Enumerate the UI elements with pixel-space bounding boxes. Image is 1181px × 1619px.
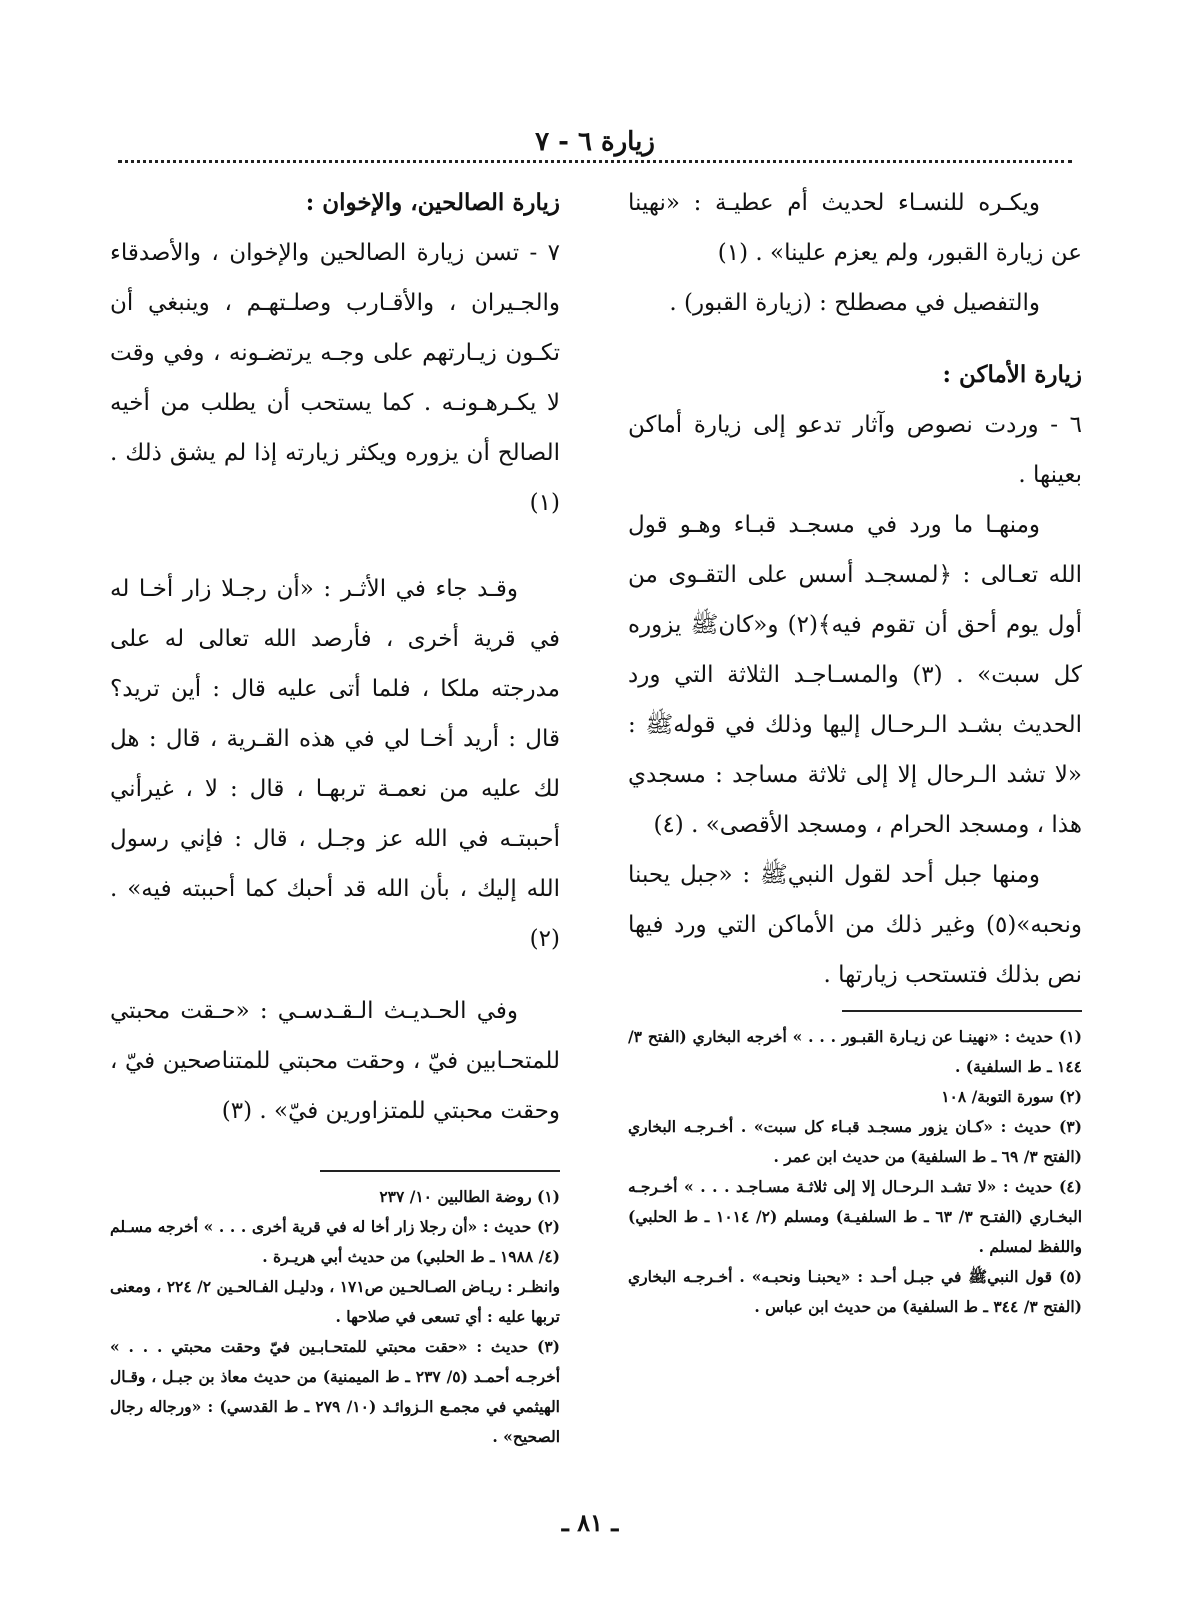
section-7-text: ٧ - تسن زيارة الصالحين والإخوان ، والأصدقاء والجـيران ، والأقـارب وصلـتهـم ، وينبغي أن تكـون زيـارتهم على وجـه يرتضـونه ، وفي وقت لا يكـرهـونـه . كما يستحب أن يطلب من أخيه الصالح أن يزوره ويكثر زيارته إذا لم يشق ذلك . (١): [110, 240, 560, 516]
footnote-separator: [320, 1170, 560, 1172]
heading-visiting-places: زيارة الأماكن :: [942, 361, 1082, 388]
paragraph-quba: ومنهـا ما ورد في مسجـد قبـاء وهـو قول الله تعـالى : ﴿لمسجـد أسس على التقـوى من أول يوم أحق أن تقوم فيه﴾(٢) و«كانﷺ يزوره كل سبت» . (٣) والمسـاجـد الثلاثة التي ورد الحديث بشـد الـرحـال إليها وذلك في قولهﷺ : «لا تشد الـرحال إلا إلى ثلاثة مساجد : مسجدي هذا ، ومسجد الحرام ، ومسجد الأقصى» . (٤): [628, 512, 1083, 838]
left-footnotes: [110, 1182, 560, 1452]
footnote-1: (١) حديث : «نهينـا عن زيـارة القبـور . . . » أخرجه البخاري (الفتح ٣/ ١٤٤ ـ ط السلفية) .: [628, 1027, 1082, 1076]
left-column: [110, 178, 560, 1452]
footnote-5: (٥) قول النبيﷺ في جبـل أحـد : «يحبنـا ونحبـه» . أخـرجـه البخاري (الفتح ٣/ ٣٤٤ ـ ط السلفية) من حديث ابن عباس .: [628, 1267, 1082, 1316]
paragraph-uhud: ومنها جبل أحد لقول النبيﷺ : «جبل يحبنا ونحبه»(٥) وغير ذلك من الأماكن التي ورد فيها نص بذلك فتستحب زيارتها .: [628, 862, 1082, 988]
footnote-3: (٣) حديث : «كـان يزور مسجـد قبـاء كل سبت» . أخـرجـه البخاري (الفتح ٣/ ٦٩ ـ ط السلفية) من حديث ابن عمر .: [628, 1117, 1082, 1166]
page-header-title: زيارة ٦ - ٧: [535, 127, 655, 157]
footnote-separator: [842, 1010, 1082, 1012]
paragraph-women-visits: ويكـره للنسـاء لحديث أم عطيـة : «نهينا عن زيارة القبور، ولم يعزم علينا» . (١): [628, 190, 1082, 266]
paragraph-hadith-qudsi: وفي الحـديـث الـقـدسـي : «حـقت محبتي للمتحـابين فيّ ، وحقت محبتي للمتناصحين فيّ ، وحقت محبتي للمتزاورين فيّ» . (٣): [110, 998, 560, 1124]
paragraph-details-ref: والتفصيل في مصطلح : (زيارة القبور) .: [669, 290, 1040, 316]
paragraph-athar: وقـد جاء في الأثـر : «أن رجـلا زار أخـا له في قرية أخرى ، فأرصد الله تعالى له على مدرجته ملكا ، فلما أتى عليه قال : أين تريد؟ قال : أريد أخـا لي في هذه القـرية ، قال : هل لك عليه من نعمـة تربهـا ، قال : لا ، غيرأني أحببتـه في الله عز وجـل ، قال : فإني رسول الله إليك ، بأن الله قد أحبك كما أحببته فيه» . (٢): [110, 576, 560, 952]
footnote-2: (٢) سورة التوبة/ ١٠٨: [941, 1087, 1082, 1106]
section-6-text: ٦ - وردت نصوص وآثار تدعو إلى زيارة أماكن بعينها .: [628, 412, 1082, 488]
footnote-1: (١) روضة الطالبين ١٠/ ٢٣٧: [379, 1187, 560, 1206]
footnote-3: (٣) حديث : «حقت محبتي للمتحـابـين فيّ وحقت محبتي . . . » أخرجـه أحمـد (٥/ ٢٣٧ ـ ط الميمنية) من حديث معاذ بن جبـل ، وقـال الهيثمي في مجمـع الـزوائـد (١٠/ ٢٧٩ ـ ط القدسي) : «ورجاله رجال الصحيح» .: [110, 1337, 561, 1446]
footnote-2-see-also: وانظـر : ريـاض الصـالحـين ص١٧١ ، ودليـل الفـالحـين ٢/ ٢٢٤ ، ومعنى تربها عليه : أي تسعى في صلاحها .: [110, 1277, 560, 1326]
page-number: ـ ٨١ ـ: [561, 1508, 619, 1537]
footnote-4: (٤) حديث : «لا تشـد الـرحـال إلا إلى ثلاثـة مسـاجـد . . . » أخـرجـه البخـاري (الفتـح ٣/ ٦٣ ـ ط السلفيـة) ومسلم (٢/ ١٠١٤ ـ ط الحلبي) واللفظ لمسلم .: [628, 1177, 1083, 1256]
footnote-2: (٢) حديث : «أن رجلا زار أخا له في قرية أخرى . . . » أخرجه مسـلم (٤/ ١٩٨٨ ـ ط الحلبي) من حديث أبي هريـرة .: [110, 1217, 560, 1266]
right-column: [628, 178, 1082, 1322]
heading-visiting-righteous: زيارة الصالحين، والإخوان :: [305, 189, 560, 216]
right-footnotes: [628, 1022, 1082, 1322]
header-dotted-rule: [118, 160, 1072, 163]
